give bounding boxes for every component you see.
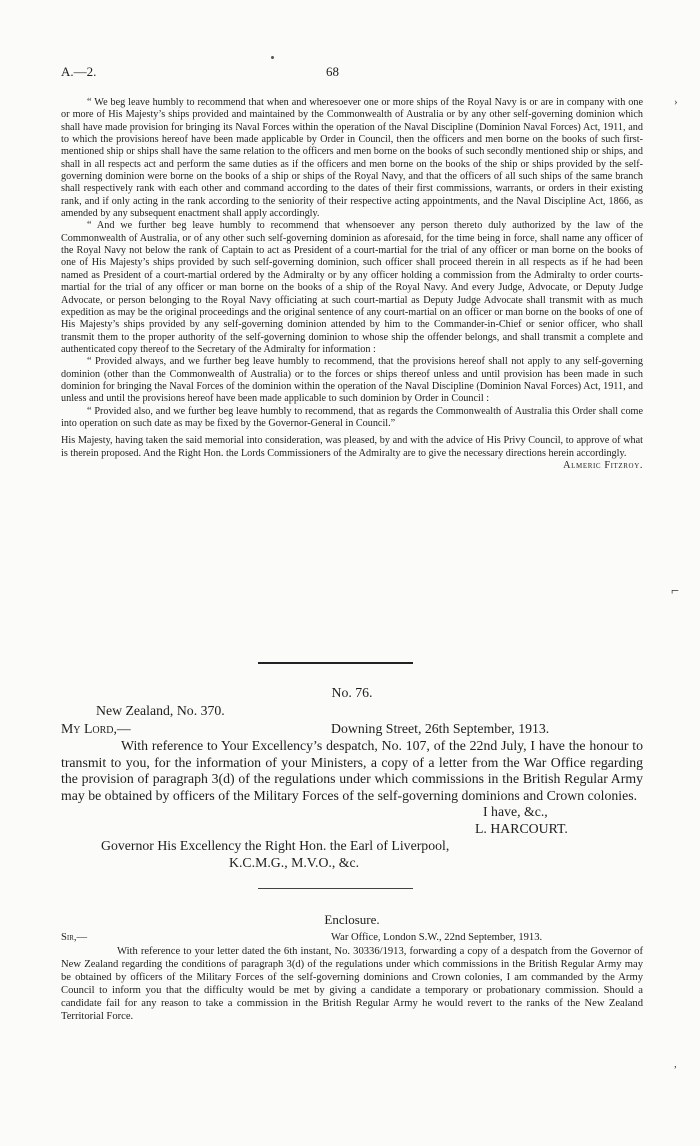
margin-mark: , bbox=[674, 1058, 677, 1070]
despatch-body-block bbox=[61, 738, 643, 804]
memorial-paragraph: “ Provided always, and we further beg leave humbly to recommend, that the provisions hereof shall not apply to any self-governing dominion (other than the Commonwealth of Australia) or to the forces or ships thereof unless and until provision has been made in such dominion for bringing the Naval Forces of the dominion within the operation of the Naval Discipline (Dominion Naval Forces) Act, 1911, and unless and until the provisions hereof have been made applicable to such dominion by Order in Council : bbox=[61, 356, 643, 405]
enclosure-body: With reference to your letter dated the 6th instant, No. 30336/1913, forwarding a copy of a despatch from the Governor of New Zealand regarding the conditions of paragraph 3(d) of the regulations under which commissions in the British Regular Army may be obtained by officers of the Military Forces of the self-governing dominions and Crown colonies, I am commanded by the Army Council to inform you that the difficulty would be met by giving a candidate a temporary or probationary commission. Should a candidate fail for any reason to take a commission in the British Regular Army he would revert to the ranks of the New Zealand Territorial Force. bbox=[61, 946, 643, 1022]
enclosure-letter bbox=[61, 932, 643, 1023]
despatch-number: No. 76. bbox=[331, 685, 373, 700]
enclosure-heading: Enclosure. bbox=[324, 912, 380, 927]
section-divider bbox=[258, 662, 413, 664]
page-number: 68 bbox=[326, 64, 339, 79]
print-speck bbox=[271, 56, 274, 59]
memorial-paragraph: “ And we further beg leave humbly to recommend that whensoever any person thereto duly authorized by the law of the Commonwealth of Australia, or of any other such self-governing dominion as aforesaid, for the time being in force, shall name any officer of the Royal Navy not below the rank of Captain to act as President of a court-martial for the trial of any officer or man borne on the books of one of His Majesty’s ships provided by such self-governing dominion, such officer shall proceed therein in all respects as if he had been named as President of a court-martial ordered by the Admiralty or by any officer holding a commission from the Admiralty to order courts-martial for the trial of any officer or man borne on the books of a ship of the Royal Navy. And every Judge, Advocate, or Deputy Judge Advocate, or person belonging to the Royal Navy officiating at such court-martial as Deputy Judge Advocate shall transmit with as much expedition as may be the original proceedings and the original sentence of any court-martial on an officer or man borne on the books of one of His Majesty’s ships provided by any self-governing dominion attended by him to the Commander-in-Chief or senior officer, who shall transmit them to the proper authority of the self-governing dominion to whose ship the offender belongs, and shall transmit a complete and authenticated copy thereof to the Secretary of the Admiralty for information : bbox=[61, 220, 643, 355]
despatch-salutation: My Lord,— bbox=[61, 721, 131, 736]
despatch-place-date: Downing Street, 26th September, 1913. bbox=[331, 721, 550, 736]
margin-mark: › bbox=[674, 96, 678, 108]
memorial-closing: His Majesty, having taken the said memorial into consideration, was pleased, by and with the advice of His Privy Council, to approve of what is therein proposed. And the Right Hon. the Lords Commissioners of the Admiralty are to give the necessary directions herein accordingly. bbox=[61, 435, 643, 459]
despatch-signer: L. HARCOURT. bbox=[475, 821, 568, 836]
section-divider bbox=[258, 888, 413, 889]
memorial-signature: Almeric Fitzroy. bbox=[563, 459, 643, 471]
enclosure-header-row bbox=[61, 932, 643, 946]
margin-mark: ⌐ bbox=[671, 584, 679, 599]
paper-reference: A.—2. bbox=[61, 64, 97, 79]
memorial-text bbox=[61, 97, 643, 472]
despatch-body: With reference to Your Excellency’s despatch, No. 107, of the 22nd July, I have the honour to transmit to you, for the information of your Ministers, a copy of a letter from the War Office regarding the provision of paragraph 3(d) of the regulations under which commissions in the British Regular Army may be obtained by officers of the Military Forces of the self-governing dominions and Crown colonies. bbox=[61, 738, 643, 803]
memorial-paragraph: “ Provided also, and we further beg leave humbly to recommend, that as regards the Commonwealth of Australia this Order shall come into operation on such date as may be fixed by the Governor-General in Council.” bbox=[61, 405, 643, 429]
enclosure-place-date: War Office, London S.W., 22nd September, 1913. bbox=[331, 932, 543, 943]
enclosure-salutation: Sir,— bbox=[61, 932, 88, 943]
despatch-header-row bbox=[61, 721, 643, 738]
page-header bbox=[61, 64, 641, 82]
despatch-colony: New Zealand, No. 370. bbox=[96, 703, 225, 718]
despatch-close: I have, &c., bbox=[483, 804, 548, 819]
despatch-addressee: Governor His Excellency the Right Hon. the Earl of Liverpool, bbox=[101, 838, 450, 853]
memorial-paragraph: “ We beg leave humbly to recommend that when and wheresoever one or more ships of the Royal Navy is or are in company with one or more of His Majesty’s ships provided and maintained by the Commonwealth of Australia or by any other self-governing dominion which shall have made provision for bringing its Naval Forces within the operation of the Naval Discipline (Dominion Naval Forces) Act, 1911, and to which the provisions hereof have been made applicable by Order in Council, then the officers and men borne on the books of such first-mentioned ship or ships shall have the same relation to the officers and men borne on the books of such secondly mentioned ship or ships, and shall in all respects act and perform the same duties as if the officers and men borne on the books of the ship or ships provided by the self-governing dominion were borne on the books of a ship or ships of the Royal Navy, and that the officers of all such ships of the same branch shall respectively rank with each other and command according to the dates of their first commissions, warrants, or orders in their existing rank, and if only acting in the rank according to the seniority of their respective acting appointments, and the Naval Discipline Act, 1866, as amended by any subsequent enactment shall apply accordingly. bbox=[61, 97, 643, 220]
despatch-addressee-honours: K.C.M.G., M.V.O., &c. bbox=[229, 855, 360, 870]
